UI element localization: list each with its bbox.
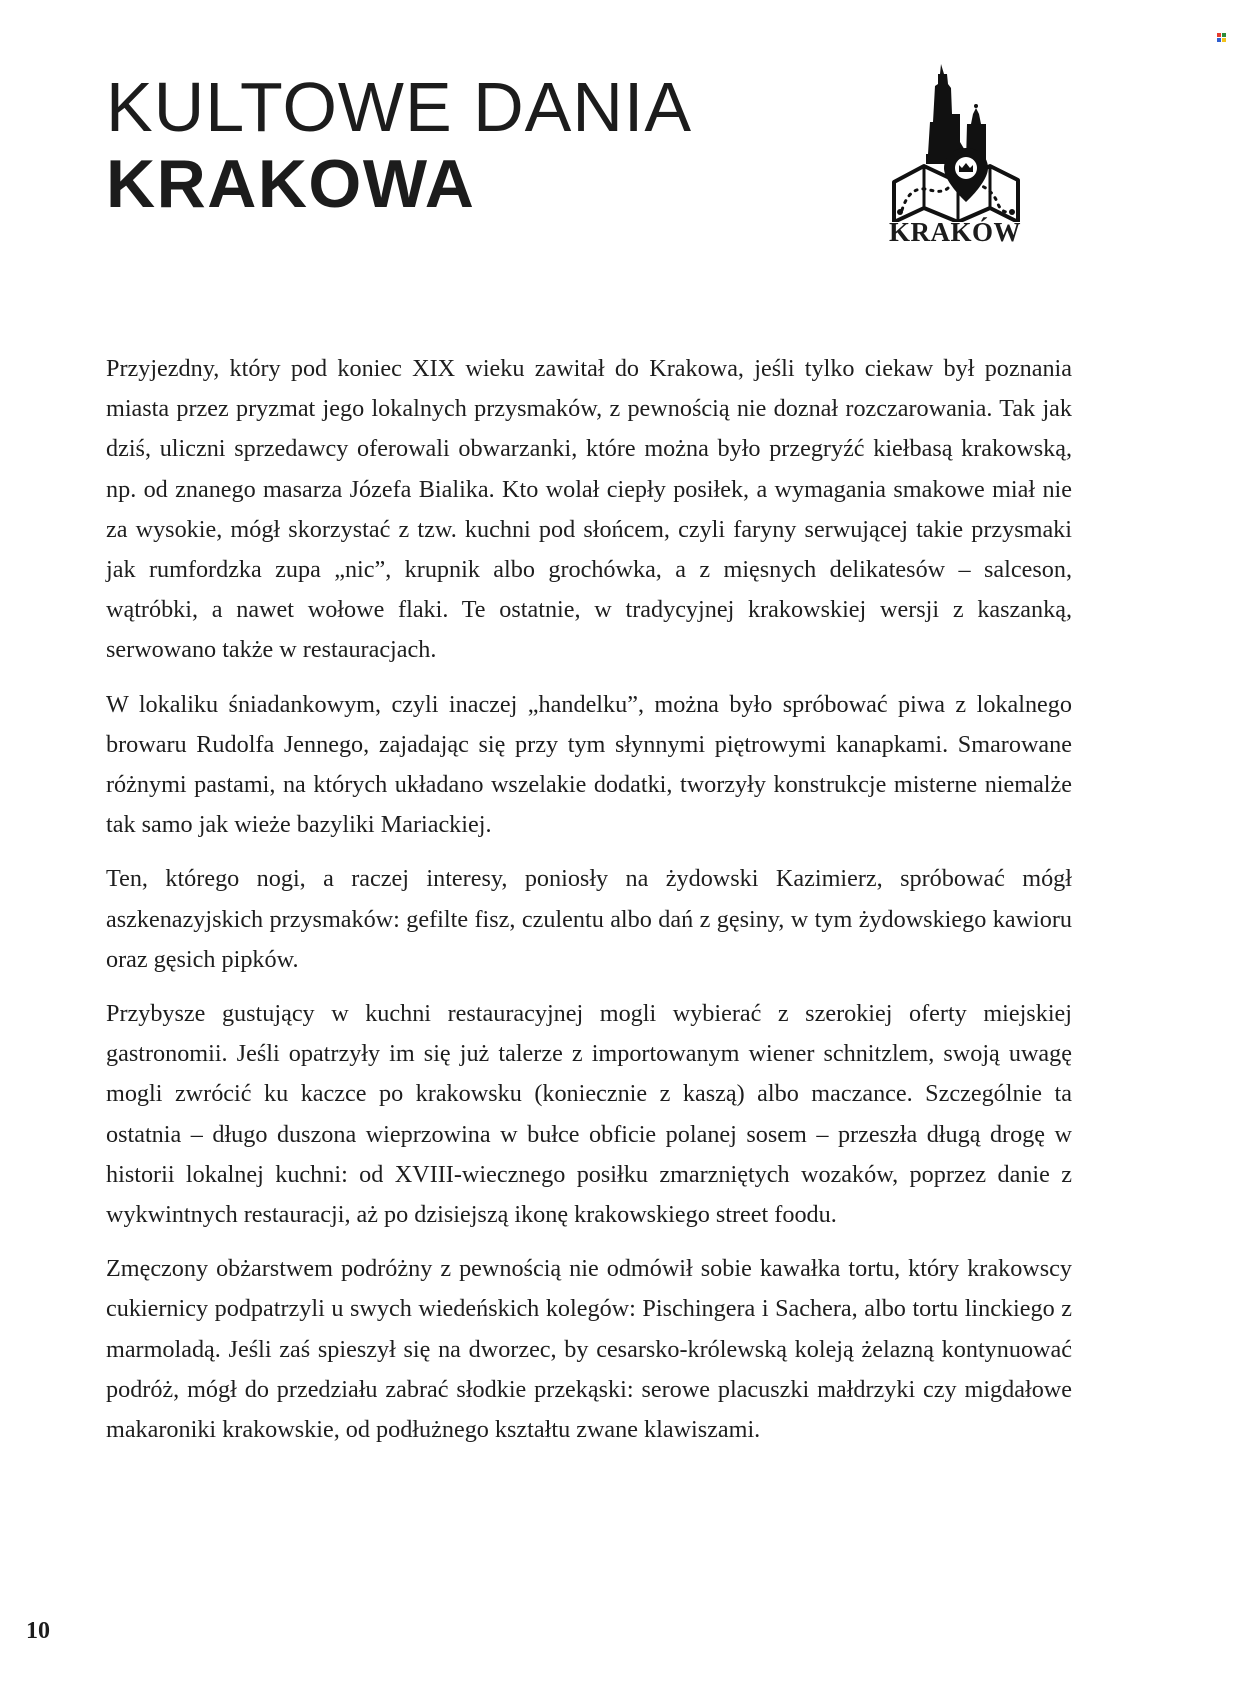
- corner-mark-blue: [1217, 38, 1221, 42]
- article-body: [106, 349, 1072, 1464]
- paragraph: Przybysze gustujący w kuchni restauracyjnej mogli wybierać z szerokiej oferty miejskiej gastronomii. Jeśli opatrzyły im się już talerze z importowanym wiener schnitzlem, swoją uwagę mogli zwrócić ku kaczce po krakowsku (koniecznie z kaszą) albo maczance. Szczególnie ta ostatnia – długo duszona wieprzowina w bułce obficie polanej sosem – przeszła długą drogę w historii lokalnej kuchni: od XVIII-wiecznego posiłku zmarzniętych wozaków, poprzez danie z wykwintnych restauracji, aż po dzisiejszą ikonę krakowskiego street foodu.: [106, 1000, 1072, 1229]
- corner-mark-green: [1222, 33, 1226, 37]
- krakow-logo: [880, 62, 1030, 252]
- title-line-2: KRAKOWA: [106, 146, 476, 222]
- paragraph: W lokaliku śniadankowym, czyli inaczej „handelku”, można było spróbować piwa z lokalnego browaru Rudolfa Jennego, zajadając się przy tym słynnymi piętrowymi kanapkami. Smarowane różnymi pastami, na których układano wszelakie dodatki, tworzyły konstrukcje misterne niemalże tak samo jak wieże bazyliki Mariackiej.: [106, 690, 1072, 839]
- paragraph: Ten, którego nogi, a raczej interesy, poniosły na żydowski Kazimierz, spróbować mógł aszkenazyjskich przysmaków: gefilte fisz, czulentu albo dań z gęsiny, w tym żydowskiego kawioru oraz gęsich pipków.: [106, 865, 1072, 973]
- corner-mark-red: [1217, 33, 1221, 37]
- page-number: 10: [26, 1618, 50, 1644]
- title-line-1: KULTOWE DANIA: [106, 68, 693, 146]
- corner-color-mark: [1217, 33, 1226, 42]
- page-title: [106, 68, 693, 222]
- paragraph: Zmęczony obżarstwem podróżny z pewnością nie odmówił sobie kawałka tortu, który krakowscy cukiernicy podpatrzyli u swych wiedeńskich kolegów: Pischingera i Sachera, albo tortu linckiego z marmoladą. Jeśli zaś spieszył się na dworzec, by cesarsko-królewską koleją żelazną kontynuować podróż, mógł do przedziału zabrać słodkie przekąski: serowe placuszki małdrzyki czy migdałowe makaroniki krakowskie, od podłużnego kształtu zwane klawiszami.: [106, 1255, 1072, 1444]
- paragraph: Przyjezdny, który pod koniec XIX wieku zawitał do Krakowa, jeśli tylko ciekaw był poznania miasta przez pryzmat jego lokalnych przysmaków, z pewnością nie doznał rozczarowania. Tak jak dziś, uliczni sprzedawcy oferowali obwarzanki, które można było przegryźć kiełbasą krakowską, np. od znanego masarza Józefa Bialika. Kto wolał ciepły posiłek, a wymagania smakowe miał nie za wysokie, mógł skorzystać z tzw. kuchni pod słońcem, czyli faryny serwującej takie przysmaki jak rumfordzka zupa „nic”, krupnik albo grochówka, a z mięsnych delikatesów – salceson, wątróbki, a nawet wołowe flaki. Te ostatnie, w tradycyjnej krakowskiej wersji z kaszanką, serwowano także w restauracjach.: [106, 355, 1072, 664]
- logo-label: KRAKÓW: [888, 217, 1021, 247]
- corner-mark-yellow: [1222, 38, 1226, 42]
- krakow-skyline-map-pin-icon: [880, 62, 1030, 222]
